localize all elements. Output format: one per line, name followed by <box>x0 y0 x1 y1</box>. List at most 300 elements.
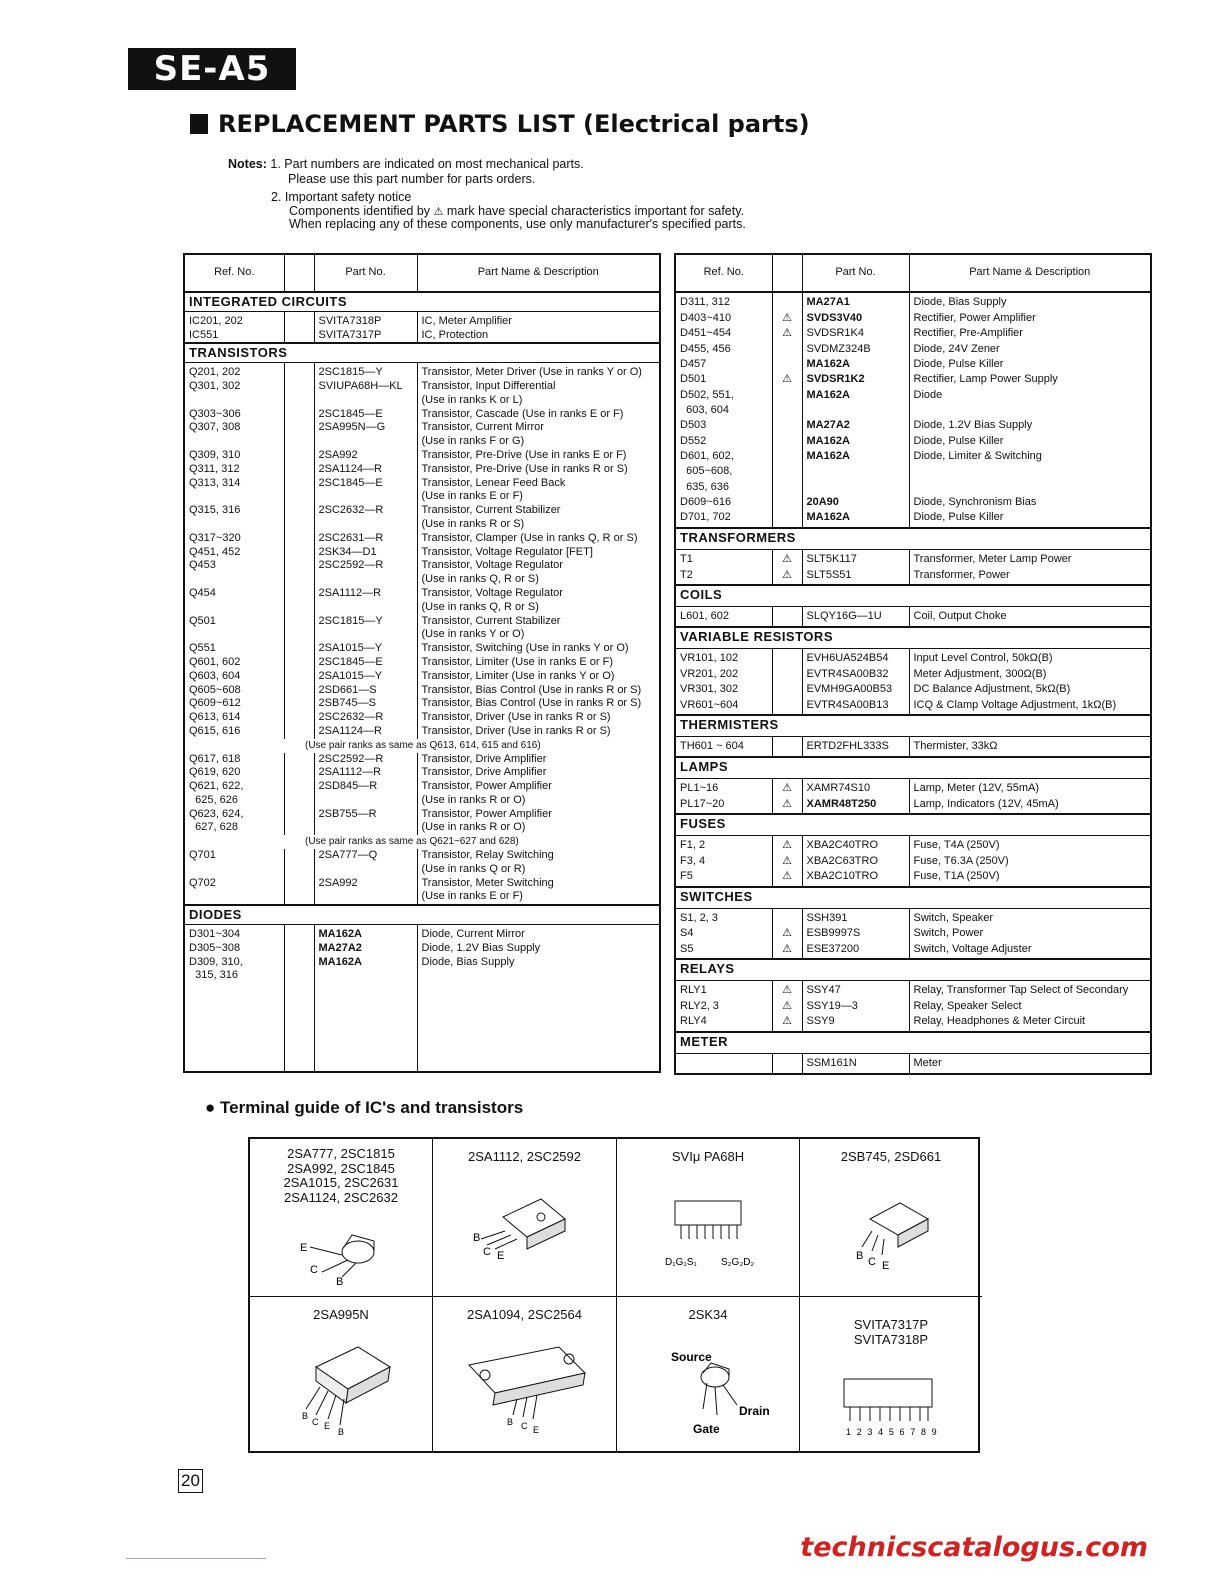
to220-package-icon <box>800 1139 982 1297</box>
part-description: (Use in ranks R or O) <box>421 793 526 806</box>
section-title: TRANSISTORS <box>184 343 660 362</box>
table-row <box>675 569 1151 585</box>
table-row <box>184 601 660 615</box>
ref-no: Q623, 624, <box>184 808 284 822</box>
ref-no: PL17~20 <box>675 798 772 814</box>
safety-mark-icon: ⚠ <box>772 836 802 855</box>
part-description: Transistor, Drive Amplifier <box>421 752 547 765</box>
part-no: EVH6UA524B54 <box>802 649 909 668</box>
part-description: Rectifier, Pre-Amplifier <box>913 327 1023 340</box>
safety-mark-icon <box>772 1053 802 1072</box>
pin-numbers: 1 2 3 4 5 6 7 8 9 <box>846 1427 939 1437</box>
ref-no: 603, 604 <box>675 404 772 419</box>
table-row <box>675 327 1151 342</box>
part-description: Switch, Power <box>913 927 984 940</box>
part-description <box>909 404 1151 419</box>
part-no <box>314 601 417 615</box>
safety-mark-icon <box>284 601 314 615</box>
part-description: Transistor, Driver (Use in ranks R or S) <box>421 724 611 737</box>
ref-no: Q617, 618 <box>184 753 284 767</box>
pin-e: E <box>882 1260 890 1272</box>
table-row <box>675 943 1151 959</box>
part-description: Diode, Bias Supply <box>421 955 515 968</box>
pins-left: D₁G₁S₁ <box>665 1257 697 1268</box>
table-row <box>675 343 1151 358</box>
safety-mark-icon: ⚠ <box>772 312 802 327</box>
part-no <box>314 794 417 808</box>
ref-no: D403~410 <box>675 312 772 327</box>
part-no: 2SA995N—G <box>314 421 417 435</box>
table-row <box>675 450 1151 465</box>
safety-mark-icon: ⚠ <box>772 798 802 814</box>
table-row <box>675 870 1151 886</box>
page-number: 20 <box>178 1469 203 1493</box>
note-1a: 1. Part numbers are indicated on most mechanical parts. <box>270 157 584 171</box>
part-no: SVIUPA68H—KL <box>314 380 417 394</box>
part-no: XBA2C10TRO <box>802 870 909 886</box>
table-row <box>184 925 660 942</box>
part-no: 2SD845—R <box>314 780 417 794</box>
part-description: Diode, Pulse Killer <box>913 434 1004 447</box>
part-no: ESB9997S <box>802 927 909 942</box>
part-description: (Use in ranks R or S) <box>421 517 525 530</box>
part-no <box>314 969 417 983</box>
ref-no: Q453 <box>184 559 284 573</box>
table-row <box>675 549 1151 568</box>
part-no: SSH391 <box>802 908 909 927</box>
header-mark <box>284 254 314 292</box>
table-row <box>184 753 660 767</box>
table-row <box>675 312 1151 327</box>
ref-no: IC551 <box>184 329 284 344</box>
safety-mark-icon <box>772 358 802 373</box>
table-row <box>184 363 660 380</box>
part-description: Transistor, Relay Switching <box>421 849 554 862</box>
ref-no: D455, 456 <box>675 343 772 358</box>
pins-right: S₂G₂D₂ <box>721 1257 755 1268</box>
header-mark <box>772 254 802 292</box>
part-no: MA162A <box>314 956 417 970</box>
part-no <box>314 628 417 642</box>
part-no: ERTD2FHL333S <box>802 736 909 756</box>
part-description: Transistor, Voltage Regulator <box>421 559 563 572</box>
part-no <box>314 435 417 449</box>
part-no: SLT5K117 <box>802 549 909 568</box>
header-desc: Part Name & Description <box>417 254 660 292</box>
terminal-cell-2sk34 <box>617 1297 800 1453</box>
safety-mark-icon <box>284 670 314 684</box>
safety-mark-icon: ⚠ <box>772 1015 802 1031</box>
part-no: SVDSR1K2 <box>802 373 909 388</box>
safety-mark-icon: ⚠ <box>772 943 802 959</box>
table-row <box>184 821 660 835</box>
ref-no: Q603, 604 <box>184 670 284 684</box>
header-part: Part No. <box>314 254 417 292</box>
ref-no: D601, 602, <box>675 450 772 465</box>
part-description: Transistor, Pre-Drive (Use in ranks R or S) <box>421 462 628 475</box>
bullet-square-icon <box>190 114 208 134</box>
ref-no: TH601 ~ 604 <box>675 736 772 756</box>
ref-no: Q702 <box>184 877 284 891</box>
page-title <box>190 110 810 138</box>
table-row <box>675 1015 1151 1031</box>
part-no: 2SC1845—E <box>314 656 417 670</box>
safety-mark-icon <box>284 559 314 573</box>
table-row <box>184 956 660 970</box>
part-description: DC Balance Adjustment, 5kΩ(B) <box>913 683 1071 696</box>
part-no: XAMR74S10 <box>802 778 909 797</box>
safety-mark-icon <box>284 408 314 422</box>
part-no: 2SC1815—Y <box>314 615 417 629</box>
pin-b: B <box>336 1276 344 1288</box>
safety-mark-icon <box>284 942 314 956</box>
part-description: Switch, Voltage Adjuster <box>913 942 1032 955</box>
safety-mark-icon: ⚠ <box>772 870 802 886</box>
ref-no: 625, 626 <box>184 794 284 808</box>
part-no: SVDS3V40 <box>802 312 909 327</box>
table-row <box>675 927 1151 942</box>
ref-no <box>184 863 284 877</box>
part-description: (Use in ranks Q, R or S) <box>421 573 539 586</box>
safety-mark-icon <box>284 808 314 822</box>
ref-no: RLY4 <box>675 1015 772 1031</box>
part-no: MA162A <box>802 435 909 450</box>
part-description: Transistor, Power Amplifier <box>421 807 552 820</box>
safety-mark-icon <box>284 969 314 983</box>
part-description <box>417 969 660 983</box>
terminal-cell-svita7317p <box>800 1297 982 1453</box>
part-description: (Use in ranks E or F) <box>421 890 523 903</box>
section-title: SWITCHES <box>675 887 1151 908</box>
table-row <box>184 656 660 670</box>
table-row <box>184 711 660 725</box>
terminal-cell-2sb745 <box>800 1139 982 1297</box>
part-description: (Use in ranks Q or R) <box>421 862 526 875</box>
section-title: COILS <box>675 585 1151 606</box>
part-description: (Use in ranks Y or O) <box>421 628 525 641</box>
watermark: technicscatalogus.com <box>800 1532 1148 1563</box>
terminal-cell-2sa777 <box>250 1139 433 1297</box>
table-row <box>184 942 660 956</box>
section-title: LAMPS <box>675 757 1151 778</box>
part-no: MA27A2 <box>802 419 909 434</box>
ref-no: S1, 2, 3 <box>675 908 772 927</box>
safety-mark-icon: ⚠ <box>772 569 802 585</box>
part-no: 2SB745—S <box>314 697 417 711</box>
part-no: 2SB755—R <box>314 808 417 822</box>
table-row <box>675 798 1151 814</box>
footer-rule <box>126 1558 266 1559</box>
table-row <box>675 1053 1151 1072</box>
ref-no: D701, 702 <box>675 511 772 527</box>
part-no: MA162A <box>802 450 909 465</box>
table-row <box>184 969 660 983</box>
ref-no: Q621, 622, <box>184 780 284 794</box>
part-no: 2SC2632—R <box>314 711 417 725</box>
safety-mark-icon <box>772 450 802 465</box>
part-no: EVTR4SA00B13 <box>802 699 909 715</box>
safety-mark-icon <box>284 877 314 891</box>
ref-no: D301~304 <box>184 925 284 942</box>
part-description <box>909 465 1151 480</box>
part-no <box>314 573 417 587</box>
page-title-text: REPLACEMENT PARTS LIST (Electrical parts) <box>218 110 810 138</box>
part-no: MA162A <box>314 925 417 942</box>
safety-mark-icon <box>772 736 802 756</box>
ref-no: D451~454 <box>675 327 772 342</box>
part-description: Fuse, T4A (250V) <box>913 839 1000 852</box>
part-description: Input Level Control, 50kΩ(B) <box>913 652 1053 665</box>
table-row <box>675 511 1151 527</box>
safety-mark-icon: ⚠ <box>772 549 802 568</box>
ref-no: VR601~604 <box>675 699 772 715</box>
safety-mark-icon <box>772 699 802 715</box>
part-no: 2SC2631—R <box>314 532 417 546</box>
table-row <box>184 863 660 877</box>
table-row <box>184 559 660 573</box>
ref-no: Q451, 452 <box>184 546 284 560</box>
ref-no: VR101, 102 <box>675 649 772 668</box>
pin-c: C <box>868 1256 876 1268</box>
ref-no <box>184 890 284 905</box>
ref-no: F3, 4 <box>675 855 772 870</box>
table-row <box>184 329 660 344</box>
part-description: Transistor, Limiter (Use in ranks E or F) <box>421 655 614 668</box>
pin-b2: B <box>338 1427 345 1437</box>
part-description: Meter Adjustment, 300Ω(B) <box>913 667 1047 680</box>
part-no <box>314 518 417 532</box>
ref-no <box>184 601 284 615</box>
terminal-cell-svipa68h <box>617 1139 800 1297</box>
table-row <box>184 794 660 808</box>
part-no: 2SA992 <box>314 449 417 463</box>
part-no: 20A90 <box>802 496 909 511</box>
ref-no: D609~616 <box>675 496 772 511</box>
safety-mark-icon <box>772 419 802 434</box>
part-description: Transistor, Power Amplifier <box>421 780 552 793</box>
part-no: MA27A2 <box>314 942 417 956</box>
safety-mark-icon <box>284 863 314 877</box>
ref-no: VR301, 302 <box>675 683 772 698</box>
ref-no: Q601, 602 <box>184 656 284 670</box>
table-row <box>184 587 660 601</box>
ref-no: Q201, 202 <box>184 363 284 380</box>
to92-package-icon <box>250 1139 433 1297</box>
terminal-cell-label: 2SB745, 2SD661 <box>840 1149 942 1164</box>
table-row <box>184 642 660 656</box>
ref-no: L601, 602 <box>675 607 772 627</box>
ref-no: D311, 312 <box>675 292 772 312</box>
ref-no: Q317~320 <box>184 532 284 546</box>
table-row <box>184 877 660 891</box>
part-no <box>802 481 909 496</box>
table-row <box>675 435 1151 450</box>
table-row <box>675 1073 1151 1074</box>
part-no: 2SC2632—R <box>314 504 417 518</box>
part-no: 2SA1112—R <box>314 587 417 601</box>
safety-mark-icon <box>772 481 802 496</box>
pin-gate: Gate <box>693 1422 720 1436</box>
safety-mark-icon <box>284 821 314 835</box>
safety-mark-icon: ⚠ <box>772 327 802 342</box>
part-no: SVITA7318P <box>314 311 417 328</box>
table-row <box>184 697 660 711</box>
part-description: Diode, Bias Supply <box>913 296 1007 308</box>
table-row <box>675 908 1151 927</box>
part-description: Transistor, Bias Control (Use in ranks R or S) <box>421 697 642 710</box>
ref-no: Q605~608 <box>184 684 284 698</box>
ref-no: Q313, 314 <box>184 477 284 491</box>
table-row <box>184 546 660 560</box>
part-description: Diode, Synchronism Bias <box>913 496 1037 509</box>
part-no: SVITA7317P <box>314 329 417 344</box>
table-row <box>184 394 660 408</box>
table-row <box>184 766 660 780</box>
part-no: 2SC1815—Y <box>314 363 417 380</box>
part-no: 2SA992 <box>314 877 417 891</box>
ref-no <box>184 573 284 587</box>
to126-package-icon <box>433 1139 617 1297</box>
part-description: Thermister, 33kΩ <box>913 739 998 752</box>
part-description: IC, Protection <box>421 328 489 341</box>
safety-mark-icon: ⚠ <box>772 778 802 797</box>
sip-package-icon <box>617 1139 800 1297</box>
safety-mark-icon <box>284 490 314 504</box>
pin-e: E <box>324 1421 331 1431</box>
ref-no: PL1~16 <box>675 778 772 797</box>
table-row <box>675 683 1151 698</box>
safety-mark-icon <box>284 794 314 808</box>
part-description: Lamp, Meter (12V, 55mA) <box>913 781 1040 794</box>
ref-no <box>184 490 284 504</box>
safety-mark-icon <box>284 725 314 739</box>
ref-no: D552 <box>675 435 772 450</box>
ref-no: Q615, 616 <box>184 725 284 739</box>
terminal-cell-label: 2SA777, 2SC1815 2SA992, 2SC1845 2SA1015, 2SC2631 2SA1124, 2SC2632 <box>283 1146 399 1205</box>
table-row <box>675 404 1151 419</box>
part-description: (Use in ranks Q, R or S) <box>421 600 539 613</box>
part-no: SSY47 <box>802 981 909 1000</box>
ref-no: T1 <box>675 549 772 568</box>
terminal-cell-label: SVIμ PA68H <box>671 1149 745 1164</box>
part-description: ICQ & Clamp Voltage Adjustment, 1kΩ(B) <box>913 698 1117 711</box>
part-no: 2SK34—D1 <box>314 546 417 560</box>
pin-c: C <box>310 1264 318 1276</box>
ref-no: D457 <box>675 358 772 373</box>
safety-mark-icon <box>772 496 802 511</box>
part-description: Diode, 1.2V Bias Supply <box>421 941 541 954</box>
safety-mark-icon <box>284 766 314 780</box>
ref-no: D305~308 <box>184 942 284 956</box>
ref-no: 605~608, <box>675 465 772 480</box>
section-title: FUSES <box>675 814 1151 835</box>
part-description: Relay, Headphones & Meter Circuit <box>913 1015 1086 1028</box>
part-description: Diode, Current Mirror <box>421 928 525 941</box>
table-row <box>675 736 1151 756</box>
part-no <box>314 890 417 905</box>
part-description: Transistor, Meter Driver (Use in ranks Y or O) <box>421 366 642 379</box>
table-row <box>675 649 1151 668</box>
ref-no: Q303~306 <box>184 408 284 422</box>
part-no <box>314 394 417 408</box>
notes <box>228 157 746 230</box>
safety-mark-icon: ⚠ <box>772 1000 802 1015</box>
ref-no: Q609~612 <box>184 697 284 711</box>
table-row <box>184 725 660 739</box>
table-row <box>675 358 1151 373</box>
ref-no: Q311, 312 <box>184 463 284 477</box>
pin-drain: Drain <box>739 1404 770 1418</box>
terminal-guide-title-text: Terminal guide of IC's and transistors <box>220 1098 524 1117</box>
safety-mark-icon <box>284 628 314 642</box>
note-2b-post: mark have special characteristics important for safety. <box>446 204 745 218</box>
section-title: INTEGRATED CIRCUITS <box>184 292 660 311</box>
ref-no: 315, 316 <box>184 969 284 983</box>
safety-mark-icon <box>284 925 314 942</box>
safety-mark-icon <box>284 329 314 344</box>
part-no: 2SA1112—R <box>314 766 417 780</box>
ref-no <box>184 435 284 449</box>
mt200-package-icon <box>433 1297 617 1453</box>
table-row <box>184 532 660 546</box>
ref-no: 635, 636 <box>675 481 772 496</box>
terminal-guide-grid <box>248 1137 980 1453</box>
table-row <box>675 465 1151 480</box>
safety-mark-icon <box>284 956 314 970</box>
part-no: XAMR48T250 <box>802 798 909 814</box>
table-row <box>675 481 1151 496</box>
part-no: ESE37200 <box>802 943 909 959</box>
table-row <box>184 808 660 822</box>
pin-c: C <box>521 1421 528 1431</box>
part-description: Diode, Pulse Killer <box>913 357 1004 370</box>
safety-mark-icon <box>284 435 314 449</box>
safety-mark-icon <box>772 607 802 627</box>
safety-mark-icon <box>284 753 314 767</box>
part-description: Transistor, Drive Amplifier <box>421 766 547 779</box>
safety-mark-icon <box>284 477 314 491</box>
part-no: SSY19—3 <box>802 1000 909 1015</box>
table-row <box>184 490 660 504</box>
ref-no: Q301, 302 <box>184 380 284 394</box>
table-row <box>184 504 660 518</box>
safety-mark-icon <box>284 573 314 587</box>
part-description: Rectifier, Lamp Power Supply <box>913 373 1058 386</box>
safety-mark-icon <box>772 292 802 312</box>
part-no: SVDMZ324B <box>802 343 909 358</box>
part-no: 2SC1845—E <box>314 408 417 422</box>
safety-mark-icon <box>284 697 314 711</box>
part-no: XBA2C63TRO <box>802 855 909 870</box>
ref-no <box>184 628 284 642</box>
part-no: MA27A1 <box>802 292 909 312</box>
part-no: 2SA1015—Y <box>314 642 417 656</box>
table-row <box>675 419 1151 434</box>
part-description: Relay, Transformer Tap Select of Secondary <box>913 984 1129 997</box>
table-row <box>675 607 1151 627</box>
table-row <box>675 699 1151 715</box>
safety-mark-icon <box>772 683 802 698</box>
part-no <box>802 465 909 480</box>
part-description: Transistor, Voltage Regulator [FET] <box>421 545 593 558</box>
table-row <box>675 778 1151 797</box>
part-no: 2SD661—S <box>314 684 417 698</box>
part-description: Transistor, Meter Switching <box>421 876 554 889</box>
notes-label: Notes: <box>228 157 267 171</box>
part-no: MA162A <box>802 358 909 373</box>
safety-mark-icon: ⚠ <box>772 981 802 1000</box>
safety-mark-icon <box>284 380 314 394</box>
